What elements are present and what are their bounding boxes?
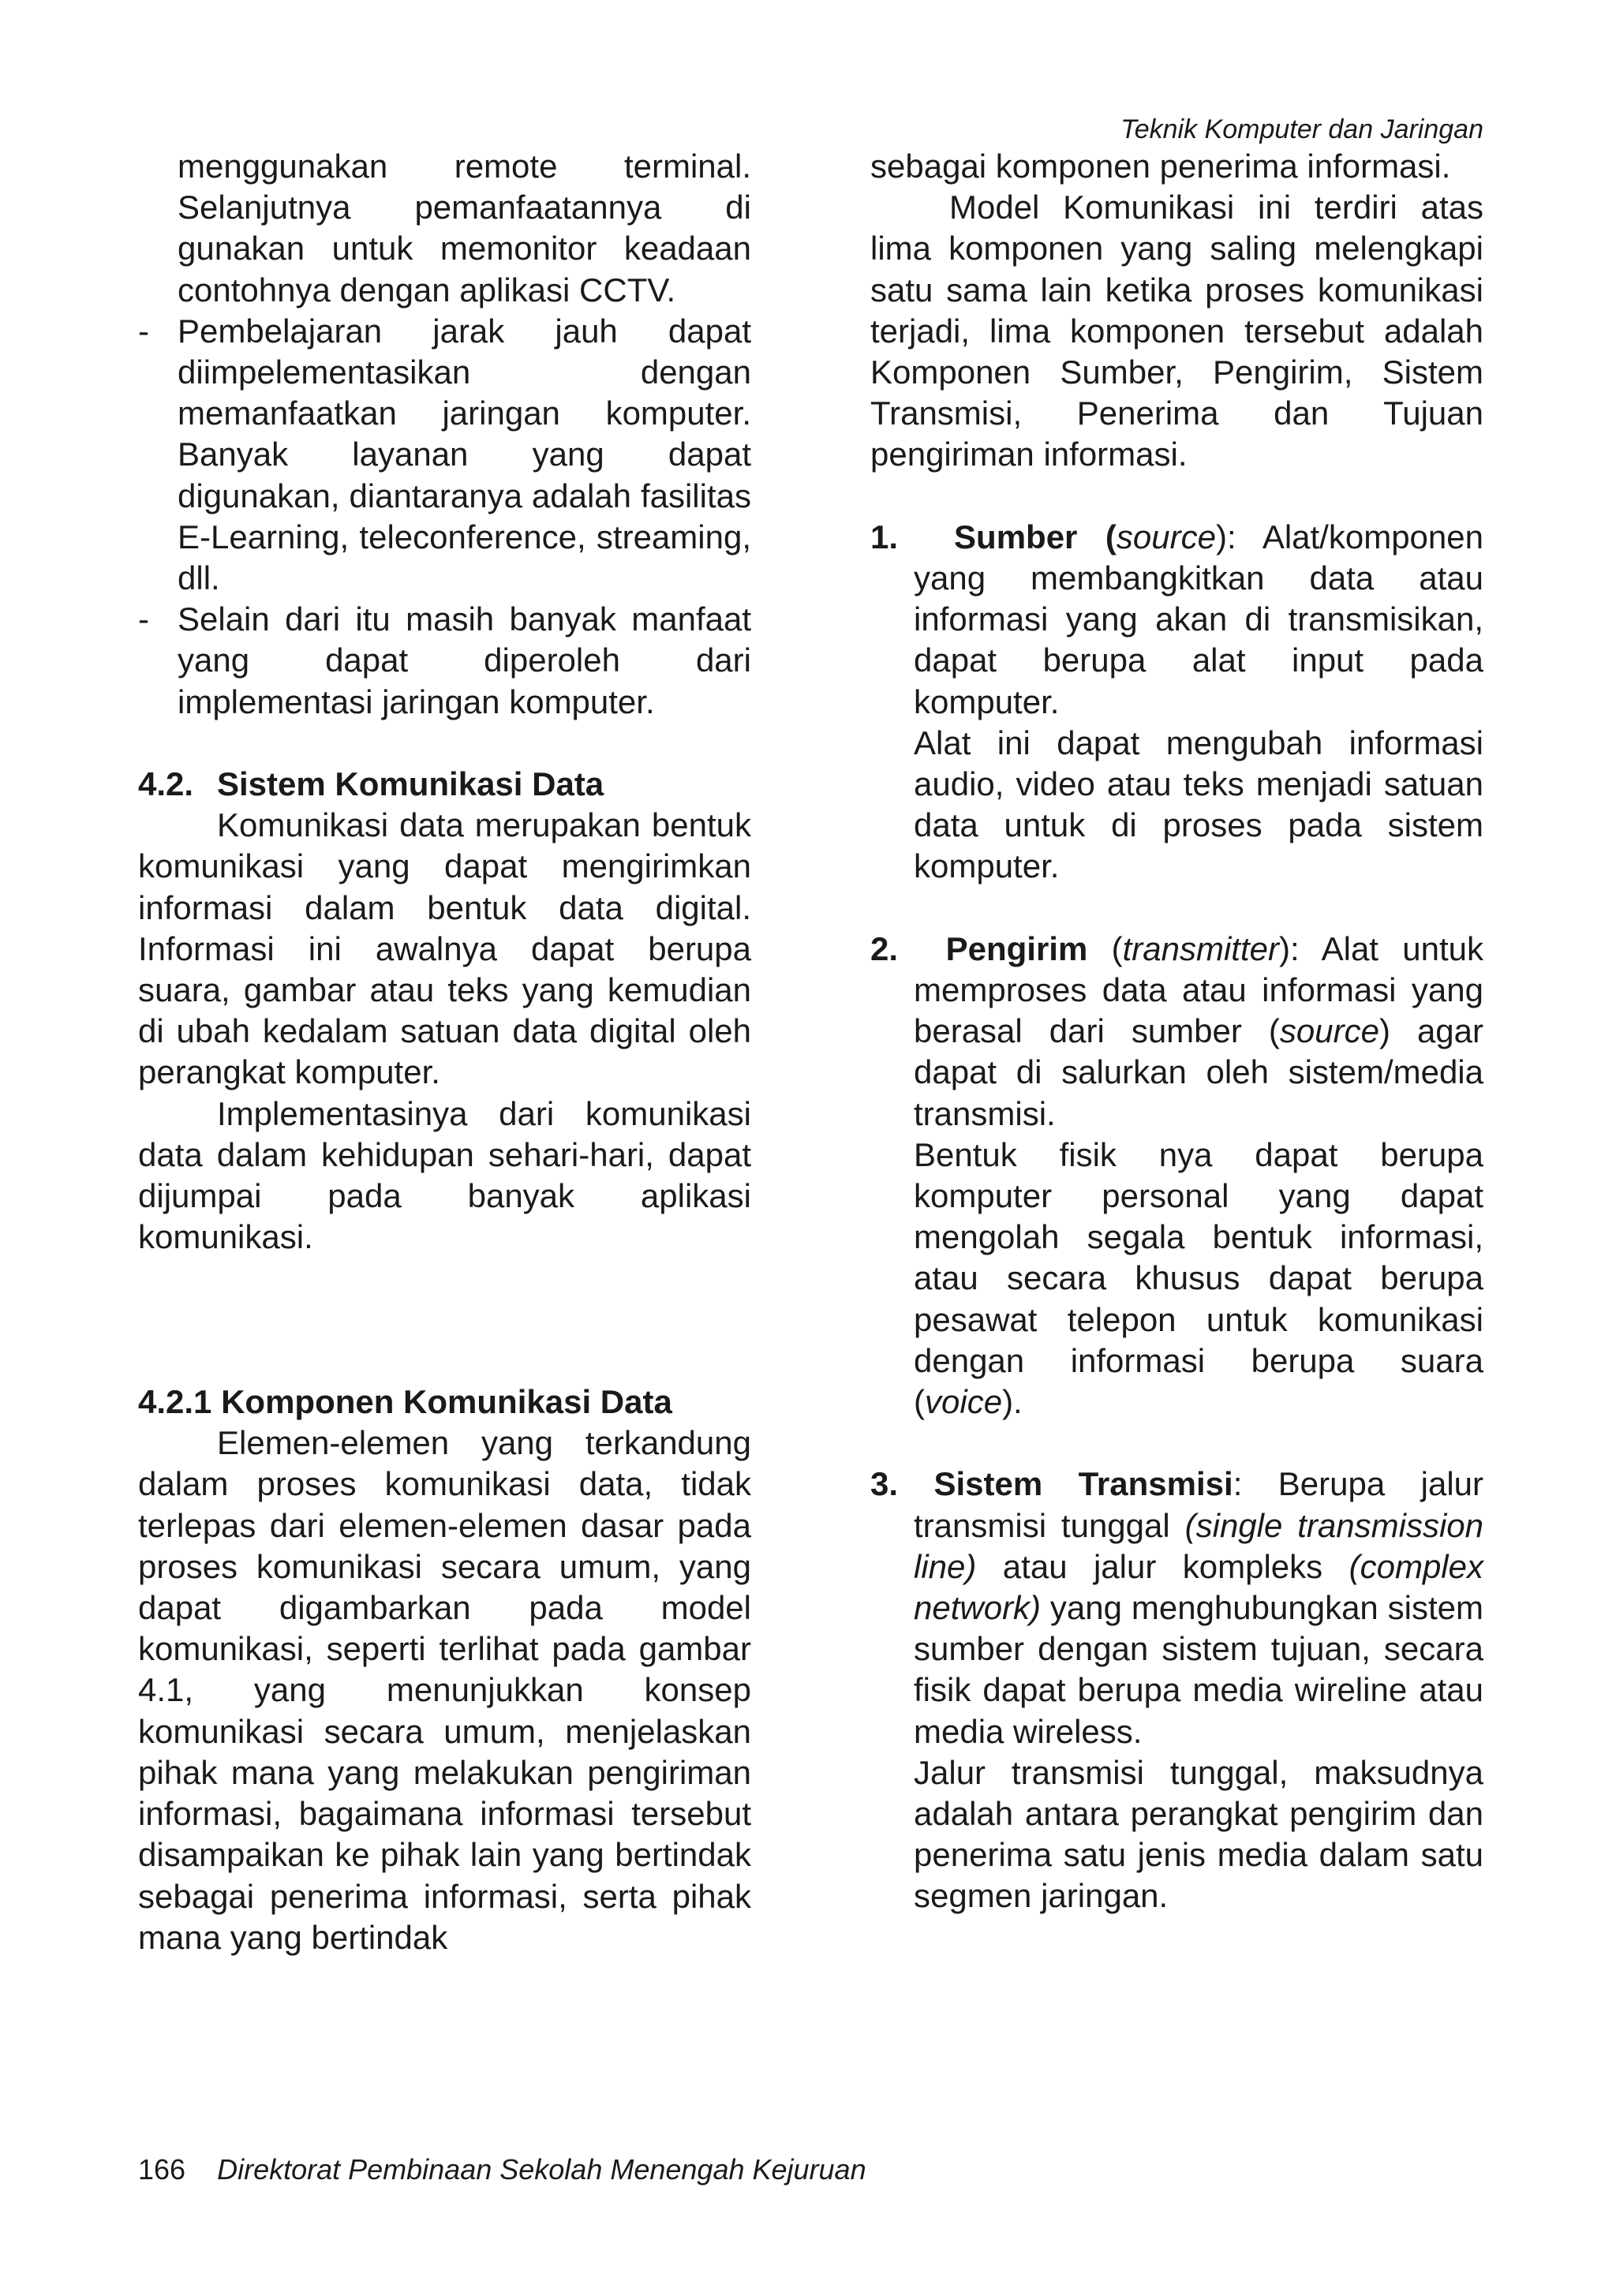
item-term-inline: (complex network) [914, 1547, 1483, 1627]
item-continuation [870, 1135, 1483, 1423]
item-title: Pengirim [945, 929, 1088, 967]
section-number: 4.2. [138, 765, 194, 803]
item-close: : [1233, 1465, 1243, 1503]
item-number: 2. [870, 929, 899, 967]
item-text: yang menghubungkan sistem sumber dengan sistem tujuan, secara fisik dapat berupa media wireline atau media wireless. [914, 1589, 1483, 1750]
intro-continuation: menggunakan remote terminal. Selanjutnya pemanfaatannya di gunakan untuk memonitor keadaan contohnya dengan aplikasi CCTV. [178, 148, 751, 309]
section-heading-4-2 [138, 764, 751, 805]
bullet-dash: - [138, 600, 149, 638]
right-continuation: sebagai komponen penerima informasi. [870, 148, 1451, 185]
item-close: ): [1278, 929, 1300, 967]
bullet-text: Selain dari itu masih banyak manfaat yang dapat diperoleh dari implementasi jaringan komputer. [178, 600, 751, 720]
item-continuation: Alat ini dapat mengubah informasi audio, video atau teks menjadi satuan data untuk di proses pada sistem komputer. [914, 724, 1483, 885]
item-close: ): [1215, 518, 1236, 555]
paragraph: Elemen-elemen yang terkandung dalam proses komunikasi data, tidak terlepas dari elemen-elemen dasar pada proses komunikasi secara umum, yang dapat digambarkan pada model komunikasi, seperti terlihat pada gambar 4.1, yang menunjukkan konsep komunikasi secara umum, menjelaskan pihak mana yang melakukan pengiriman informasi, bagaimana informasi tersebut disampaikan ke pihak lain yang bertindak sebagai penerima informasi, serta pihak mana yang bertindak [138, 1424, 751, 1956]
publisher-name: Direktorat Pembinaan Sekolah Menengah Kejuruan [217, 2153, 866, 2186]
item-term-inline: voice [925, 1383, 1003, 1421]
component-item-sumber [870, 517, 1483, 723]
item-text: atau jalur kompleks [976, 1547, 1349, 1585]
running-head: Teknik Komputer dan Jaringan [1120, 114, 1483, 144]
item-term: transmitter [1122, 929, 1279, 967]
item-open-paren: ( [1105, 518, 1117, 555]
item-number: 3. [870, 1465, 899, 1503]
bullet-text: Pembelajaran jarak jauh dapat diimpelementasikan dengan memanfaatkan jaringan komputer. Banyak layanan yang dapat digunakan, diantaranya adalah fasilitas E-Learning, teleconference, streaming, dll. [178, 312, 751, 597]
item-text: Berupa jalur transmisi tunggal [914, 1465, 1484, 1544]
item-text: Alat untuk memproses data atau informasi yang berasal dari sumber ( [914, 929, 1483, 1050]
component-item-pengirim [870, 929, 1483, 1135]
page-footer [138, 2152, 866, 2187]
item-text: Alat/komponen yang membangkitkan data atau informasi yang akan di transmisikan, dapat berupa alat input pada komputer. [914, 518, 1483, 720]
section-title-text: Sistem Komunikasi Data [217, 765, 604, 803]
item-continuation: Jalur transmisi tunggal, maksudnya adalah antara perangkat pengirim dan penerima satu jenis media dalam satu segmen jaringan. [914, 1753, 1483, 1915]
item-number: 1. [870, 518, 899, 555]
item-open-paren: ( [1111, 929, 1123, 967]
item-term-inline: (single transmission line) [914, 1506, 1483, 1585]
page-number: 166 [138, 2153, 186, 2186]
bullet-item [138, 599, 751, 723]
paragraph: Komunikasi data merupakan bentuk komunikasi yang dapat mengirimkan informasi dalam bentuk data digital. Informasi ini awalnya dapat berupa suara, gambar atau teks yang kemudian di ubah kedalam satuan data digital oleh perangkat komputer. [138, 806, 751, 1091]
component-item-sistem-transmisi [870, 1464, 1483, 1752]
model-paragraph: Model Komunikasi ini terdiri atas lima komponen yang saling melengkapi satu sama lain ketika proses komunikasi terjadi, lima komponen tersebut adalah Komponen Sumber, Pengirim, Sistem Transmisi, Penerima dan Tujuan pengiriman informasi. [870, 189, 1483, 473]
item-term-inline: source [1279, 1012, 1379, 1050]
bullet-item [138, 311, 751, 599]
item-term: source [1116, 518, 1216, 555]
left-column [138, 146, 751, 1958]
paragraph: Implementasinya dari komunikasi data dalam kehidupan sehari-hari, dapat dijumpai pada banyak aplikasi komunikasi. [138, 1094, 751, 1256]
right-column [870, 146, 1483, 1917]
item-text: ) agar dapat di salurkan oleh sistem/media transmisi. [914, 1012, 1484, 1132]
section-heading-4-2-1: 4.2.1 Komponen Komunikasi Data [138, 1383, 672, 1421]
bullet-dash: - [138, 312, 149, 350]
item-title: Sistem Transmisi [933, 1465, 1233, 1503]
item-text: ). [1002, 1383, 1023, 1421]
item-text: Bentuk fisik nya dapat berupa komputer personal yang dapat mengolah segala bentuk informasi, atau secara khusus dapat berupa pesawat telepon untuk komunikasi dengan informasi berupa suara ( [914, 1135, 1483, 1421]
item-title: Sumber [954, 518, 1078, 555]
